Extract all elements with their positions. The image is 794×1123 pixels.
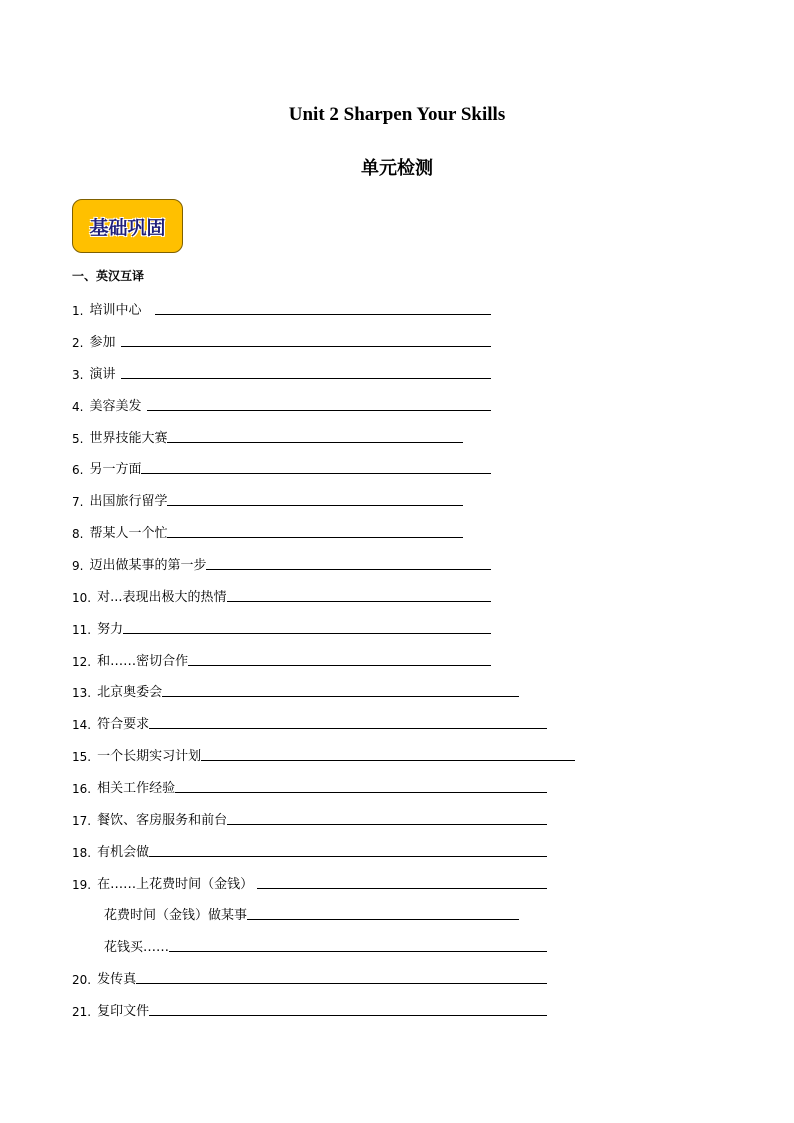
- answer-blank-line[interactable]: [247, 918, 519, 920]
- item-label: 一个长期实习计划: [97, 749, 202, 764]
- exercise-item: [104, 935, 547, 955]
- item-label: 参加: [89, 335, 116, 350]
- item-label: 演讲: [89, 367, 116, 382]
- item-number: 18.: [72, 846, 92, 860]
- item-label: 相关工作经验: [97, 781, 176, 796]
- item-label: 在……上花费时间（金钱）: [97, 877, 254, 892]
- answer-blank-line[interactable]: [206, 568, 491, 570]
- item-label: 迈出做某事的第一步: [89, 558, 207, 573]
- item-label: 对...表现出极大的热情: [97, 590, 227, 605]
- answer-blank-line[interactable]: [149, 727, 547, 729]
- answer-blank-line[interactable]: [149, 1014, 547, 1016]
- answer-blank-line[interactable]: [149, 855, 547, 857]
- answer-blank-line[interactable]: [257, 887, 547, 889]
- item-number: 3.: [72, 368, 84, 382]
- item-label: 另一方面: [89, 462, 142, 477]
- exercise-item: [72, 808, 547, 828]
- section-heading: 一、英汉互译: [72, 269, 145, 283]
- item-label: 复印文件: [97, 1004, 150, 1019]
- item-number: 17.: [72, 814, 92, 828]
- item-number: 13.: [72, 686, 92, 700]
- exercise-item: [72, 967, 547, 987]
- item-number: 5.: [72, 432, 84, 446]
- item-number: 7.: [72, 495, 84, 509]
- item-label: 有机会做: [97, 845, 150, 860]
- exercise-item: [72, 617, 491, 637]
- answer-blank-line[interactable]: [136, 982, 547, 984]
- answer-blank-line[interactable]: [167, 441, 463, 443]
- item-number: 20.: [72, 973, 92, 987]
- answer-blank-line[interactable]: [121, 345, 491, 347]
- item-number: 1.: [72, 304, 84, 318]
- exercise-item: [104, 903, 519, 923]
- item-number: 12.: [72, 655, 92, 669]
- answer-blank-line[interactable]: [155, 313, 491, 315]
- answer-blank-line[interactable]: [162, 695, 519, 697]
- exercise-item: [72, 553, 491, 573]
- item-number: 6.: [72, 463, 84, 477]
- item-number: 19.: [72, 878, 92, 892]
- answer-blank-line[interactable]: [175, 791, 547, 793]
- item-number: 14.: [72, 718, 92, 732]
- item-number: 9.: [72, 559, 84, 573]
- item-label: 努力: [97, 622, 124, 637]
- exercise-item: [72, 457, 491, 477]
- section-badge: [72, 199, 183, 253]
- exercise-item: [72, 649, 491, 669]
- answer-blank-line[interactable]: [121, 377, 491, 379]
- item-label: 符合要求: [97, 717, 150, 732]
- page-title: Unit 2 Sharpen Your Skills: [288, 104, 506, 125]
- answer-blank-line[interactable]: [141, 472, 491, 474]
- item-number: 21.: [72, 1005, 92, 1019]
- item-label: 出国旅行留学: [89, 494, 168, 509]
- answer-blank-line[interactable]: [123, 632, 491, 634]
- exercise-item: [72, 872, 547, 892]
- item-label: 培训中心: [89, 303, 142, 318]
- exercise-item: [72, 999, 547, 1019]
- exercise-item: [72, 330, 491, 350]
- exercise-item: [72, 489, 463, 509]
- exercise-item: [72, 426, 463, 446]
- answer-blank-line[interactable]: [227, 823, 547, 825]
- answer-blank-line[interactable]: [188, 664, 491, 666]
- item-number: 10.: [72, 591, 92, 605]
- item-label: 美容美发: [89, 399, 142, 414]
- item-label: 餐饮、客房服务和前台: [97, 813, 228, 828]
- item-label: 世界技能大赛: [89, 431, 168, 446]
- exercise-item: [72, 776, 547, 796]
- exercise-item: [72, 362, 491, 382]
- item-number: 8.: [72, 527, 84, 541]
- answer-blank-line[interactable]: [167, 536, 463, 538]
- answer-blank-line[interactable]: [201, 759, 575, 761]
- item-label: 帮某人一个忙: [89, 526, 168, 541]
- item-label: 发传真: [97, 972, 137, 987]
- exercise-item: [72, 521, 463, 541]
- exercise-item: [72, 712, 547, 732]
- item-number: 2.: [72, 336, 84, 350]
- item-label: 花费时间（金钱）做某事: [104, 908, 248, 923]
- item-number: 4.: [72, 400, 84, 414]
- page-subtitle: 单元检测: [361, 158, 433, 179]
- answer-blank-line[interactable]: [227, 600, 492, 602]
- answer-blank-line[interactable]: [169, 950, 547, 952]
- exercise-item: [72, 394, 491, 414]
- item-label: 和……密切合作: [97, 654, 189, 669]
- answer-blank-line[interactable]: [167, 504, 463, 506]
- exercise-item: [72, 298, 491, 318]
- exercise-item: [72, 585, 491, 605]
- item-number: 11.: [72, 623, 92, 637]
- section-badge-label: 基础巩固: [89, 216, 166, 239]
- exercise-item: [72, 680, 519, 700]
- exercise-item: [72, 840, 547, 860]
- item-number: 15.: [72, 750, 92, 764]
- item-label: 花钱买……: [104, 940, 170, 955]
- item-number: 16.: [72, 782, 92, 796]
- exercise-item: [72, 744, 575, 764]
- answer-blank-line[interactable]: [147, 409, 491, 411]
- item-label: 北京奥委会: [97, 685, 163, 700]
